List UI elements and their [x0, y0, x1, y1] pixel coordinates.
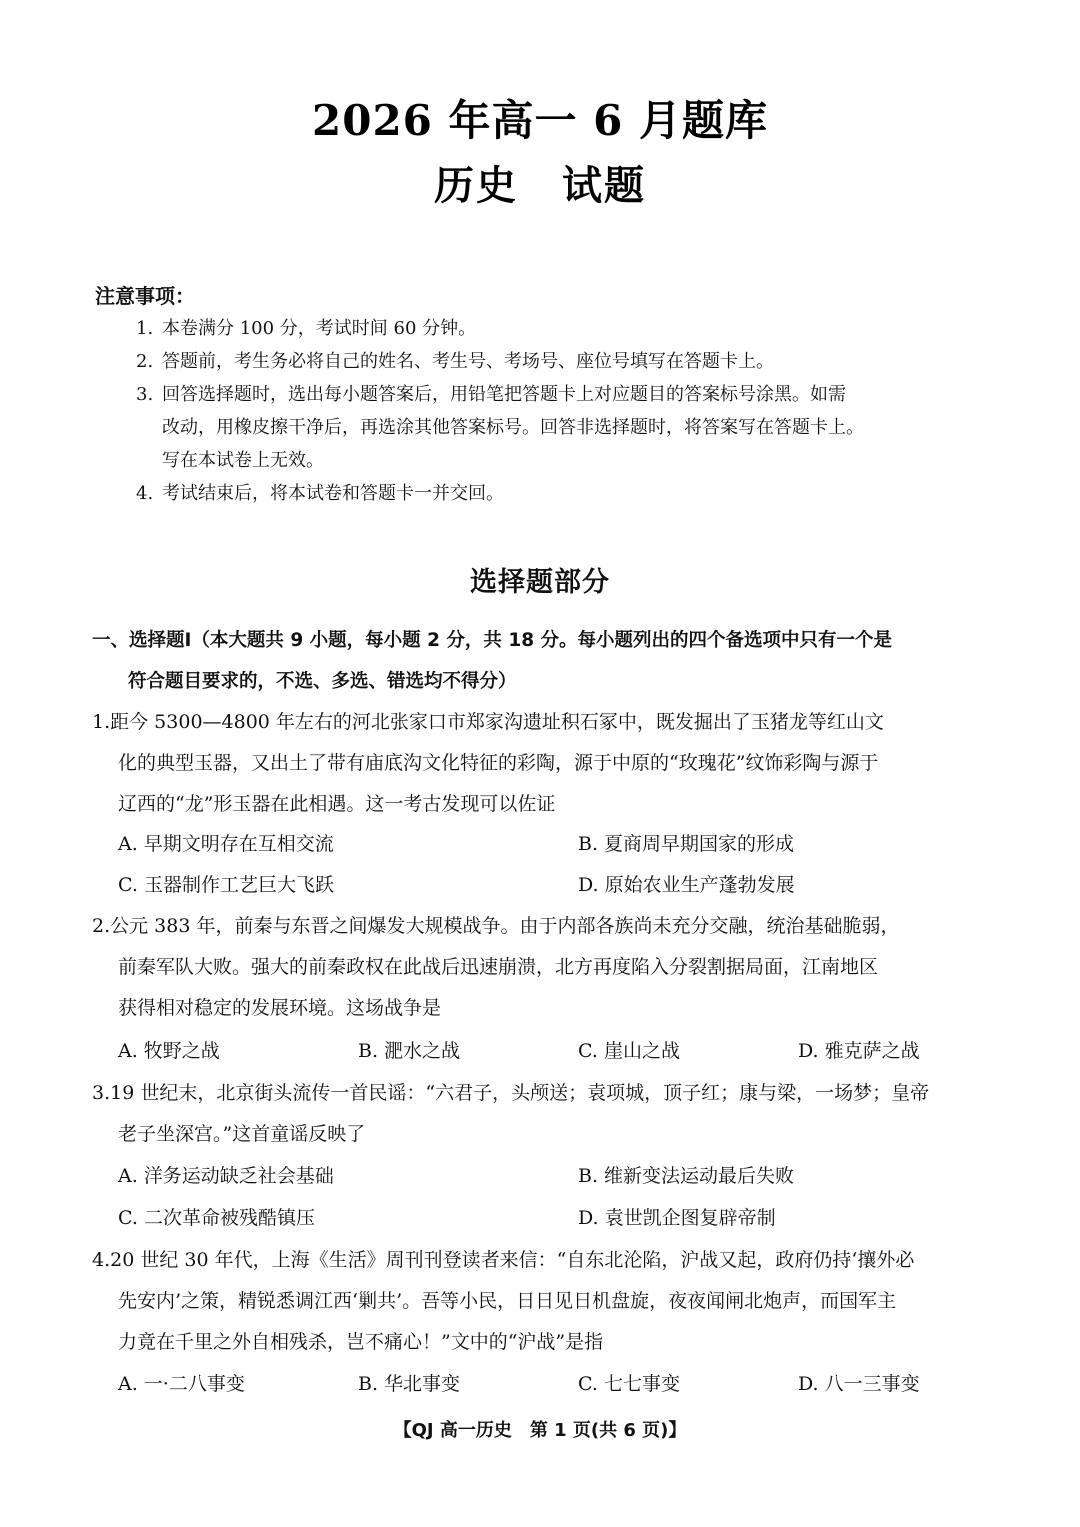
option-b: B. 维新变法运动最后失败	[578, 1165, 795, 1187]
option-c: C. 七七事变	[578, 1373, 680, 1395]
paper-type-label: 试题	[562, 162, 646, 209]
question-stem-line: 前秦军队大败。强大的前秦政权在此战后迅速崩溃，北方再度陷入分裂割据局面，江南地区	[118, 956, 879, 978]
part-instructions-line: 一、选择题Ⅰ（本大题共 9 小题，每小题 2 分，共 18 分。每小题列出的四个备选项中只有一个是	[92, 630, 893, 651]
question-number: 2.	[92, 915, 111, 937]
notice-item-number: 4.	[136, 483, 154, 504]
question-number: 3.	[92, 1082, 111, 1104]
question-3-options-row	[118, 1198, 998, 1239]
option-d: D. 原始农业生产蓬勃发展	[578, 874, 795, 896]
notice-item-line: 答题前，考生务必将自己的姓名、考生号、考场号、座位号填写在答题卡上。	[162, 351, 774, 372]
part-instructions-line: 符合题目要求的，不选、多选、错选均不得分）	[128, 671, 517, 692]
option-a: A. 一·二八事变	[118, 1373, 245, 1395]
question-stem-line: 老子坐深宫。”这首童谣反映了	[118, 1123, 366, 1145]
question-2-stem	[92, 906, 992, 1029]
question-stem-line: 公元 383 年，前秦与东晋之间爆发大规模战争。由于内部各族尚未充分交融，统治基础脆弱，	[110, 915, 900, 937]
question-stem-line: 距今 5300—4800 年左右的河北张家口市郑家沟遗址积石冢中，既发掘出了玉猪龙等红山文	[110, 711, 884, 733]
notice-item	[136, 345, 996, 378]
question-stem-line: 20 世纪 30 年代，上海《生活》周刊刊登读者来信：“自东北沦陷，沪战又起，政府仍持‘攘外必	[110, 1249, 915, 1271]
option-b: B. 夏商周早期国家的形成	[578, 833, 795, 855]
option-c: C. 玉器制作工艺巨大飞跃	[118, 874, 334, 896]
question-stem-line: 化的典型玉器，又出土了带有庙底沟文化特征的彩陶，源于中原的“玫瑰花”纹饰彩陶与源于	[118, 752, 879, 774]
question-number: 1.	[92, 711, 111, 733]
notice-item-line: 写在本试卷上无效。	[162, 450, 324, 471]
notice-item	[136, 312, 996, 345]
notice-item-line: 改动，用橡皮擦干净后，再选涂其他答案标号。回答非选择题时，将答案写在答题卡上。	[162, 417, 864, 438]
notice-list	[136, 312, 996, 510]
question-number: 4.	[92, 1249, 111, 1271]
notice-item-line: 本卷满分 100 分，考试时间 60 分钟。	[162, 318, 477, 339]
notice-item-number: 1.	[136, 318, 154, 339]
option-b: B. 淝水之战	[358, 1040, 461, 1062]
question-1-options-row	[118, 865, 998, 906]
option-c: C. 二次革命被残酷镇压	[118, 1207, 315, 1229]
notice-item	[136, 378, 996, 477]
notice-item-line: 回答选择题时，选出每小题答案后，用铅笔把答题卡上对应题目的答案标号涂黑。如需	[162, 384, 846, 405]
question-stem-line: 获得相对稳定的发展环境。这场战争是	[118, 997, 442, 1019]
notice-item-number: 3.	[136, 384, 154, 405]
question-1-options-row	[118, 824, 998, 865]
question-3-options-row	[118, 1156, 998, 1197]
exam-title: 2026 年高一 6 月题库	[312, 96, 768, 145]
question-4-options-row	[118, 1364, 998, 1405]
option-a: A. 早期文明存在互相交流	[118, 833, 334, 855]
option-a: A. 洋务运动缺乏社会基础	[118, 1165, 334, 1187]
question-stem-line: 辽西的“龙”形玉器在此相遇。这一考古发现可以佐证	[118, 793, 556, 815]
section-title: 选择题部分	[470, 567, 610, 598]
option-d: D. 雅克萨之战	[798, 1040, 920, 1062]
option-c: C. 崖山之战	[578, 1040, 680, 1062]
question-stem-line: 19 世纪末，北京街头流传一首民谣：“六君子，头颅送；袁项城，顶子红；康与梁，一场梦；皇帝	[110, 1082, 930, 1104]
question-3-stem	[92, 1073, 992, 1155]
option-d: D. 八一三事变	[798, 1373, 920, 1395]
subject-label: 历史	[434, 162, 518, 209]
notice-item-number: 2.	[136, 351, 154, 372]
part-instructions	[92, 620, 992, 702]
notice-item	[136, 477, 996, 510]
question-2-options-row	[118, 1031, 998, 1072]
exam-subtitle	[0, 154, 1080, 211]
page-footer: 【QJ 高一历史 第 1 页(共 6 页)】	[393, 1420, 687, 1441]
question-stem-line: 先安内’之策，精锐悉调江西‘剿共’。吾等小民，日日见日机盘旋，夜夜闻闸北炮声，而国军主	[118, 1290, 897, 1312]
notice-heading: 注意事项：	[95, 284, 195, 308]
question-4-stem	[92, 1240, 992, 1363]
option-a: A. 牧野之战	[118, 1040, 220, 1062]
notice-item-line: 考试结束后，将本试卷和答题卡一并交回。	[162, 483, 504, 504]
option-b: B. 华北事变	[358, 1373, 461, 1395]
question-stem-line: 力竟在千里之外自相残杀，岂不痛心！”文中的“沪战”是指	[118, 1331, 604, 1353]
option-d: D. 袁世凯企图复辟帝制	[578, 1207, 776, 1229]
question-1-stem	[92, 702, 992, 825]
